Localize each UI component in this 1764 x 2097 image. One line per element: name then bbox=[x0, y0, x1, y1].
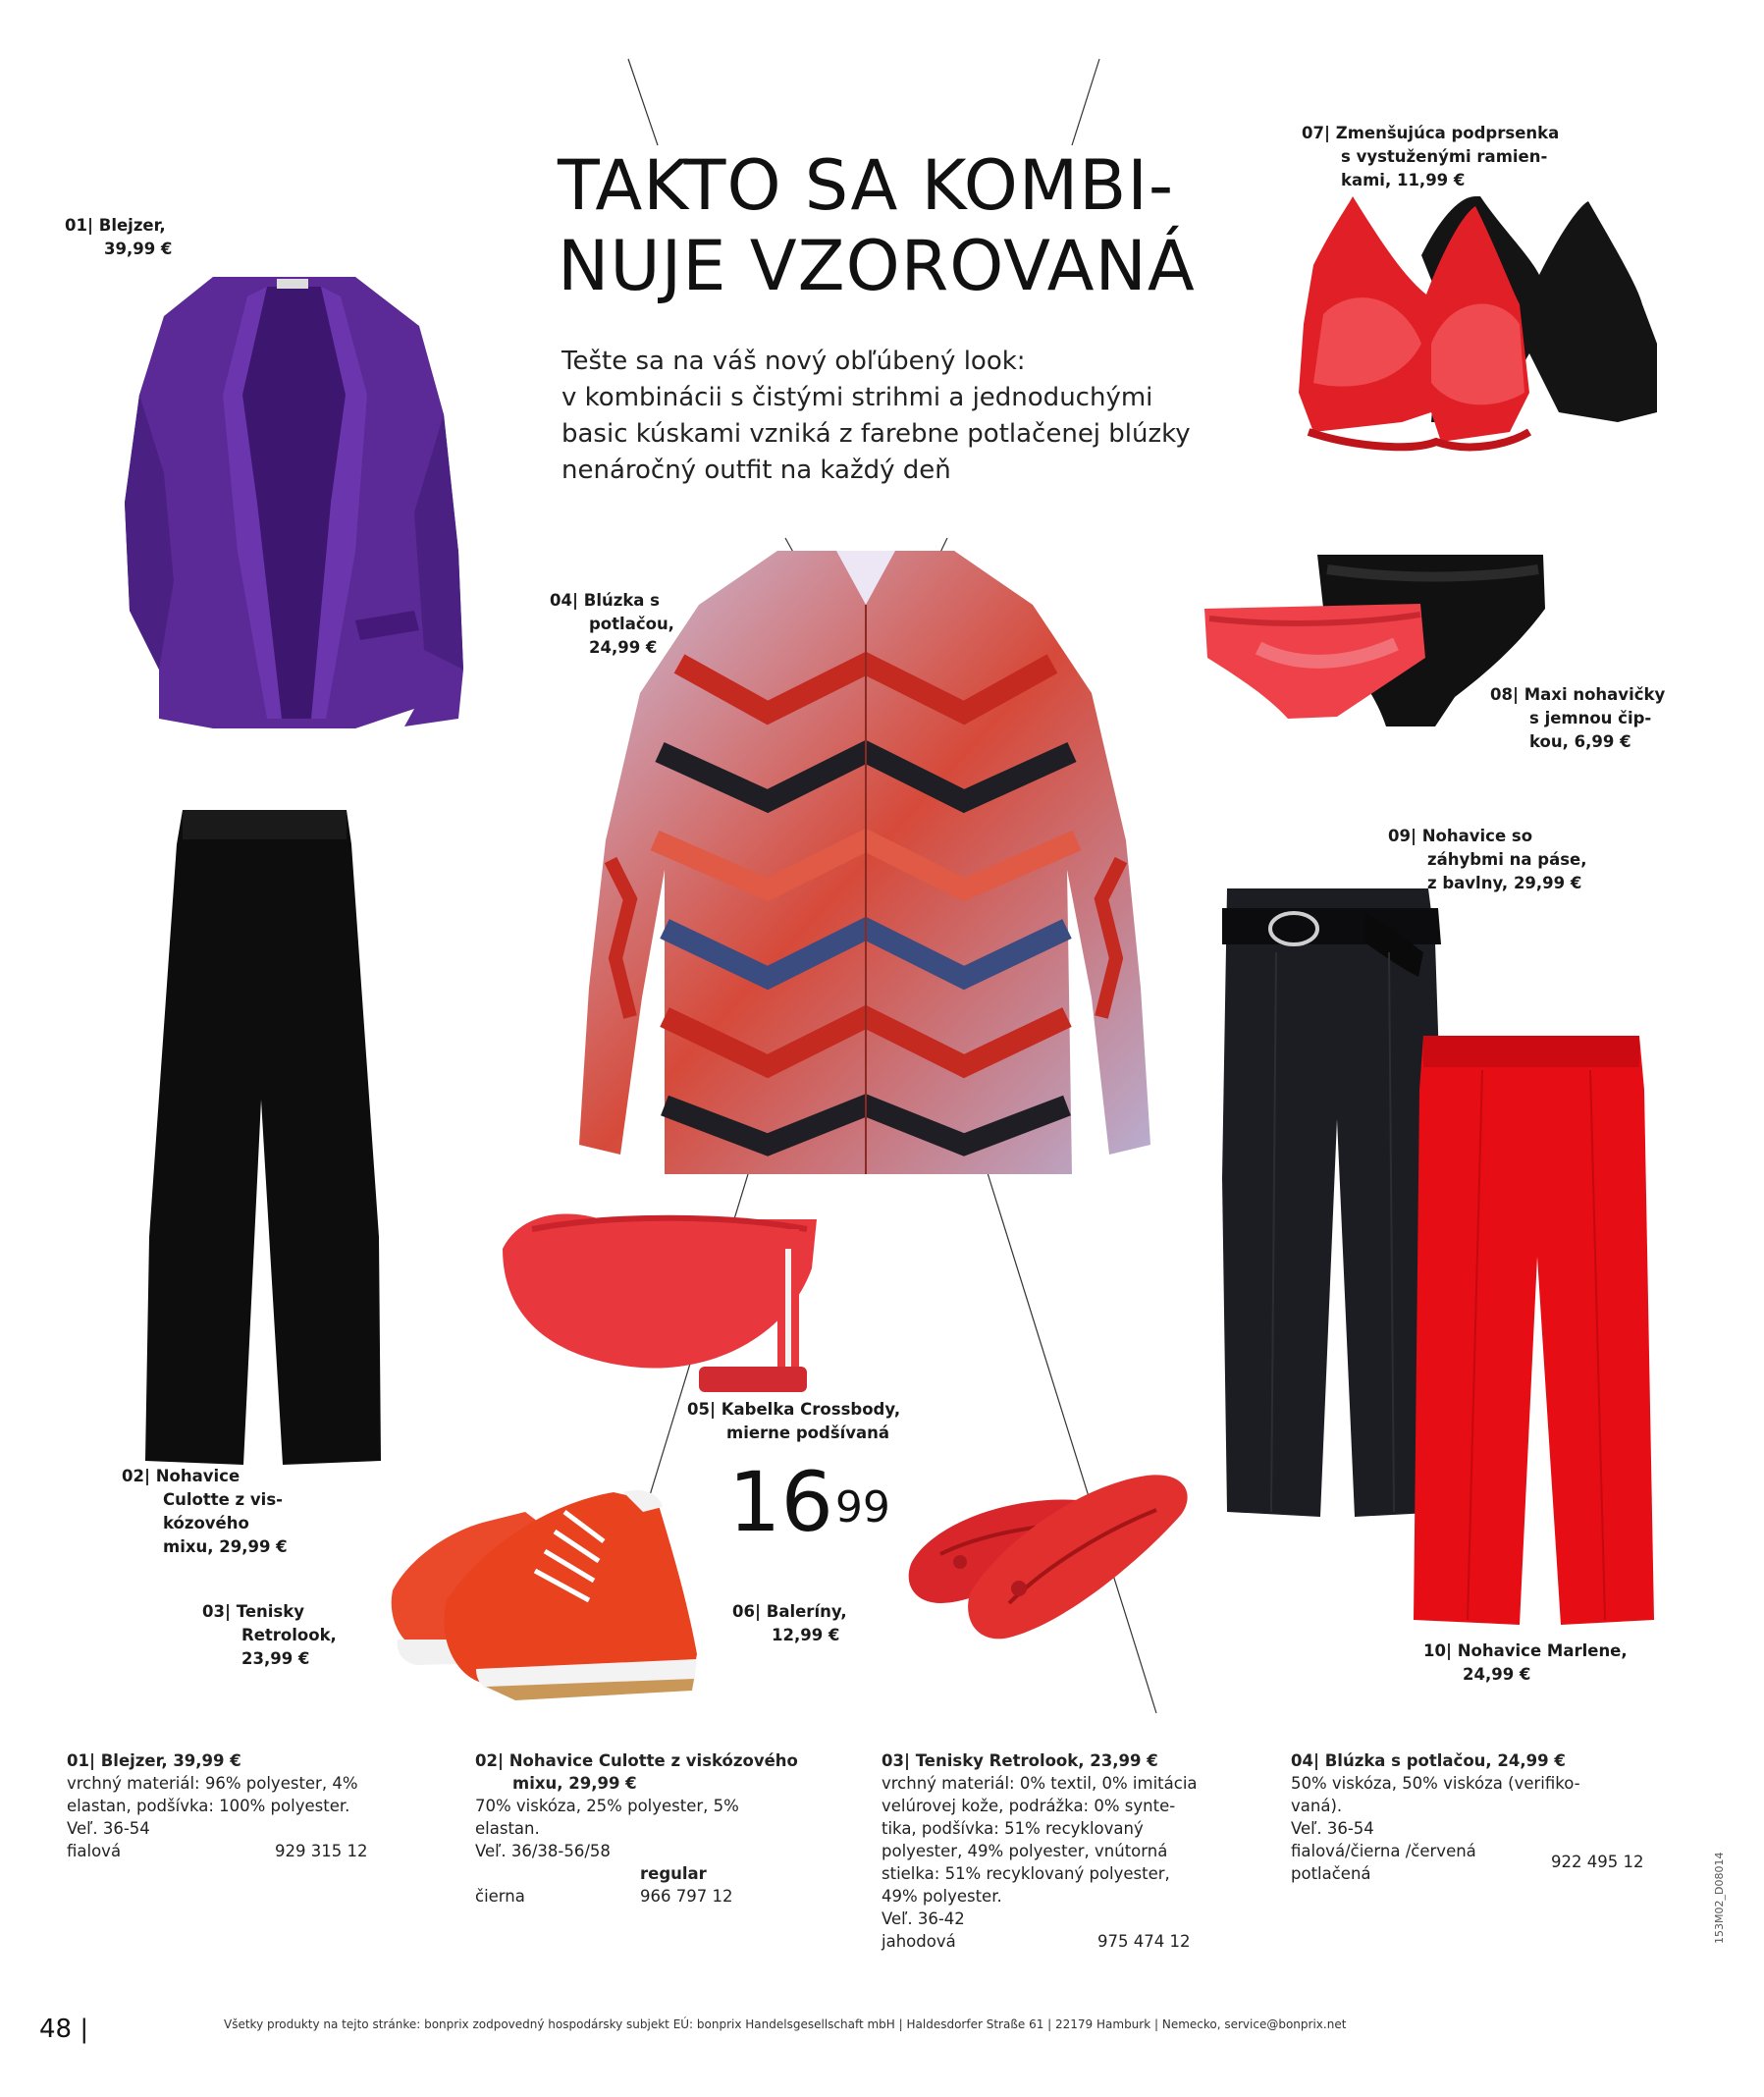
detail-heading: 02| Nohavice Culotte z viskózového bbox=[475, 1751, 798, 1770]
detail-line: polyester, 49% polyester, vnútorná bbox=[882, 1842, 1168, 1860]
detail-line: Veľ. 36/38-56/58 bbox=[475, 1842, 611, 1860]
label-text: s vystuženými ramien- bbox=[1341, 147, 1548, 166]
detail-color: fialová/čierna /červená bbox=[1291, 1842, 1476, 1860]
price-main: 16 bbox=[728, 1454, 833, 1550]
label-pleated-trousers bbox=[1388, 825, 1587, 895]
crossbody-bag-image[interactable] bbox=[493, 1210, 827, 1416]
intro-text bbox=[561, 344, 1191, 489]
label-text: mixu, 29,99 € bbox=[163, 1537, 288, 1556]
detail-color: potlačená bbox=[1291, 1864, 1371, 1883]
detail-line: elastan. bbox=[475, 1819, 540, 1838]
detail-line: 70% viskóza, 25% polyester, 5% bbox=[475, 1797, 739, 1815]
label-marlene bbox=[1423, 1640, 1628, 1687]
label-text: Nohavice so bbox=[1421, 827, 1533, 845]
detail-order-code: 922 495 12 bbox=[1551, 1853, 1644, 1871]
label-text: Zmenšujúca podprsenka bbox=[1335, 124, 1560, 142]
label-number: 10| bbox=[1423, 1641, 1452, 1660]
label-bag bbox=[687, 1398, 900, 1445]
label-sneakers bbox=[202, 1600, 337, 1671]
label-number: 04| bbox=[550, 591, 578, 610]
label-number: 07| bbox=[1302, 124, 1330, 142]
label-text: záhybmi na páse, bbox=[1427, 850, 1587, 869]
label-number: 06| bbox=[732, 1602, 761, 1621]
detail-order-code: 975 474 12 bbox=[1097, 1932, 1191, 1951]
label-number: 05| bbox=[687, 1400, 716, 1419]
detail-line: Veľ. 36-54 bbox=[67, 1819, 150, 1838]
title-line-2: NUJE VZOROVANÁ bbox=[558, 226, 1196, 306]
label-text: potlačou, bbox=[589, 615, 674, 633]
label-ballerinas bbox=[732, 1600, 847, 1647]
blazer-image[interactable] bbox=[120, 257, 473, 748]
label-number: 09| bbox=[1388, 827, 1417, 845]
label-text: Kabelka Crossbody, bbox=[721, 1400, 901, 1419]
label-price: 24,99 € bbox=[589, 638, 658, 657]
detail-line: vaná). bbox=[1291, 1797, 1343, 1815]
page-title bbox=[558, 145, 1196, 306]
catalog-code: 153M02_D08014 bbox=[1713, 1852, 1726, 1944]
label-text: Maxi nohavičky bbox=[1523, 685, 1666, 704]
detail-order-code: 929 315 12 bbox=[275, 1842, 368, 1860]
detail-line: velúrovej kože, podrážka: 0% synte- bbox=[882, 1797, 1176, 1815]
footer-note: Všetky produkty na tejto stránke: bonprix zodpovedný hospodársky subjekt EÚ: bonprix Handelsgesellschaft mbH | Haldesdorfer Straße 61 | 22179 Hamburk | Nemecko, service@bonprix.net bbox=[224, 2017, 1347, 2031]
label-text: Tenisky bbox=[236, 1602, 304, 1621]
detail-fit: regular bbox=[640, 1864, 707, 1883]
detail-heading: mixu, 29,99 € bbox=[512, 1774, 637, 1793]
intro-line: nenáročný outfit na každý deň bbox=[561, 456, 951, 485]
marlene-trousers-image[interactable] bbox=[1414, 1031, 1659, 1640]
bras-image[interactable] bbox=[1294, 196, 1667, 481]
label-price: kami, 11,99 € bbox=[1341, 171, 1466, 189]
intro-line: v kombinácii s čistými strihmi a jednoduchými bbox=[561, 383, 1153, 412]
detail-line: tika, podšívka: 51% recyklovaný bbox=[882, 1819, 1144, 1838]
label-price: z bavlny, 29,99 € bbox=[1427, 874, 1582, 892]
details-culotte bbox=[475, 1749, 848, 1908]
label-price: 23,99 € bbox=[241, 1649, 310, 1668]
detail-line: 50% viskóza, 50% viskóza (verifiko- bbox=[1291, 1774, 1580, 1793]
label-text: Nohavice bbox=[155, 1467, 241, 1485]
detail-line: vrchný materiál: 0% textil, 0% imitácia bbox=[882, 1774, 1198, 1793]
label-text: Nohavice Marlene, bbox=[1457, 1641, 1628, 1660]
detail-order-code: 966 797 12 bbox=[640, 1887, 733, 1906]
label-number: 02| bbox=[122, 1467, 150, 1485]
detail-line: 49% polyester. bbox=[882, 1887, 1002, 1906]
label-price: 12,99 € bbox=[772, 1626, 840, 1644]
detail-line: Veľ. 36-42 bbox=[882, 1909, 965, 1928]
label-number: 08| bbox=[1490, 685, 1519, 704]
price-cents: 99 bbox=[834, 1482, 890, 1532]
detail-line: Veľ. 36-54 bbox=[1291, 1819, 1374, 1838]
details-blouse bbox=[1291, 1749, 1664, 1885]
intro-line: basic kúskami vzniká z farebne potlačenej blúzky bbox=[561, 419, 1191, 449]
detail-heading: 03| Tenisky Retrolook, 23,99 € bbox=[882, 1751, 1158, 1770]
detail-line: elastan, podšívka: 100% polyester. bbox=[67, 1797, 350, 1815]
sneakers-image[interactable] bbox=[378, 1482, 702, 1708]
label-blazer bbox=[65, 214, 172, 261]
label-number: 01| bbox=[65, 216, 93, 235]
label-text: mierne podšívaná bbox=[726, 1424, 890, 1442]
label-culotte bbox=[122, 1465, 288, 1559]
intro-line: Tešte sa na váš nový obľúbený look: bbox=[561, 347, 1026, 376]
big-price bbox=[728, 1454, 890, 1550]
label-text: Blúzka s bbox=[583, 591, 661, 610]
label-text: Baleríny, bbox=[766, 1602, 847, 1621]
label-number: 03| bbox=[202, 1602, 231, 1621]
detail-heading: 04| Blúzka s potlačou, 24,99 € bbox=[1291, 1751, 1566, 1770]
label-text: kózového bbox=[163, 1514, 249, 1532]
title-line-1: TAKTO SA KOMBI- bbox=[558, 145, 1175, 226]
label-text: Retrolook, bbox=[241, 1626, 337, 1644]
detail-line: vrchný materiál: 96% polyester, 4% bbox=[67, 1774, 358, 1793]
detail-line: stielka: 51% recyklovaný polyester, bbox=[882, 1864, 1170, 1883]
label-price: 24,99 € bbox=[1463, 1665, 1531, 1684]
page-number: 48 | bbox=[39, 2015, 89, 2044]
details-blazer bbox=[67, 1749, 410, 1862]
detail-color: fialová bbox=[67, 1842, 122, 1860]
label-briefs bbox=[1490, 683, 1665, 754]
label-text: Blejzer, bbox=[98, 216, 166, 235]
detail-color: čierna bbox=[475, 1887, 525, 1906]
label-text: Culotte z vis- bbox=[163, 1490, 283, 1509]
label-text: s jemnou čip- bbox=[1529, 709, 1652, 727]
label-bra bbox=[1302, 122, 1559, 192]
label-blouse bbox=[550, 589, 674, 660]
culotte-trousers-image[interactable] bbox=[145, 805, 381, 1482]
detail-heading: 01| Blejzer, 39,99 € bbox=[67, 1751, 241, 1770]
details-sneakers bbox=[882, 1749, 1255, 1953]
detail-color: jahodová bbox=[882, 1932, 956, 1951]
label-price: kou, 6,99 € bbox=[1529, 732, 1631, 751]
label-price: 39,99 € bbox=[104, 240, 173, 258]
ballerinas-image[interactable] bbox=[901, 1456, 1196, 1652]
